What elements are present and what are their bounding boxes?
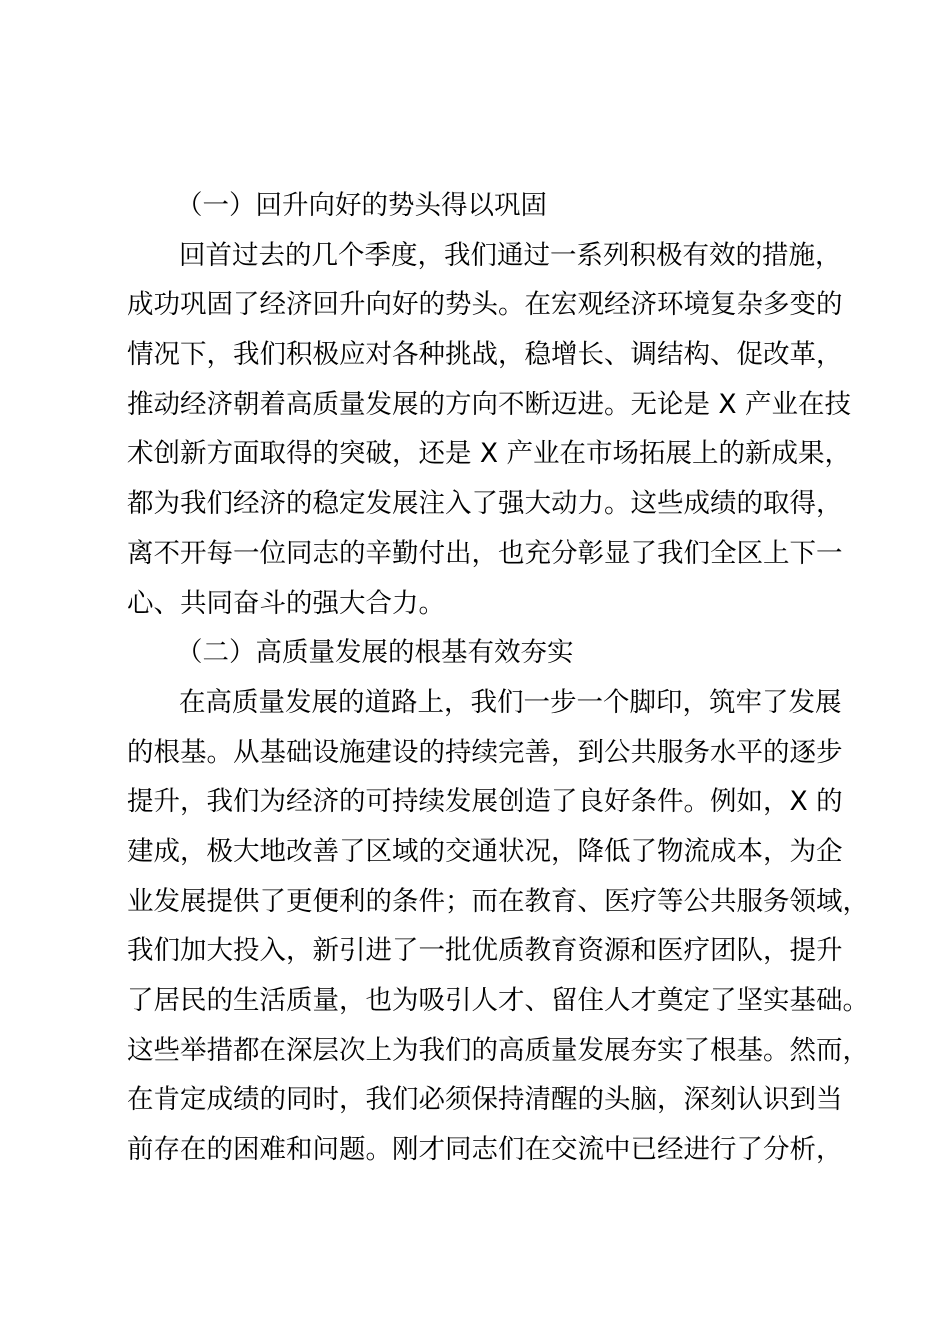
paragraph-line: 术创新方面取得的突破，还是 X 产业在市场拓展上的新成果， xyxy=(127,438,852,469)
section-heading-2: （二）高质量发展的根基有效夯实 xyxy=(176,637,574,668)
paragraph-line: 这些举措都在深层次上为我们的高质量发展夯实了根基。然而， xyxy=(127,1035,869,1066)
paragraph-line: 心、共同奋斗的强大合力。 xyxy=(127,588,445,619)
paragraph-line: 了居民的生活质量，也为吸引人才、留住人才奠定了坚实基础。 xyxy=(127,985,869,1016)
paragraph-line: 在高质量发展的道路上，我们一步一个脚印，筑牢了发展 xyxy=(179,687,842,718)
paragraph-line: 提升，我们为经济的可持续发展创造了良好条件。例如，X 的 xyxy=(127,786,843,817)
paragraph-line: 回首过去的几个季度，我们通过一系列积极有效的措施， xyxy=(179,240,842,271)
paragraph-line: 成功巩固了经济回升向好的势头。在宏观经济环境复杂多变的 xyxy=(127,289,843,320)
section-heading-1: （一）回升向好的势头得以巩固 xyxy=(176,190,547,221)
paragraph-line: 业发展提供了更便利的条件；而在教育、医疗等公共服务领域， xyxy=(127,886,869,917)
paragraph-line: 我们加大投入，新引进了一批优质教育资源和医疗团队，提升 xyxy=(127,935,843,966)
paragraph-line: 推动经济朝着高质量发展的方向不断迈进。无论是 X 产业在技 xyxy=(127,389,852,420)
paragraph-line: 情况下，我们积极应对各种挑战，稳增长、调结构、促改革， xyxy=(127,339,843,370)
paragraph-line: 都为我们经济的稳定发展注入了强大动力。这些成绩的取得， xyxy=(127,488,843,519)
paragraph-line: 在肯定成绩的同时，我们必须保持清醒的头脑，深刻认识到当 xyxy=(127,1084,843,1115)
paragraph-line: 离不开每一位同志的辛勤付出，也充分彰显了我们全区上下一 xyxy=(127,538,843,569)
paragraph-line: 前存在的困难和问题。刚才同志们在交流中已经进行了分析， xyxy=(127,1134,843,1165)
paragraph-line: 建成，极大地改善了区域的交通状况，降低了物流成本，为企 xyxy=(127,836,843,867)
paragraph-line: 的根基。从基础设施建设的持续完善，到公共服务水平的逐步 xyxy=(127,737,843,768)
